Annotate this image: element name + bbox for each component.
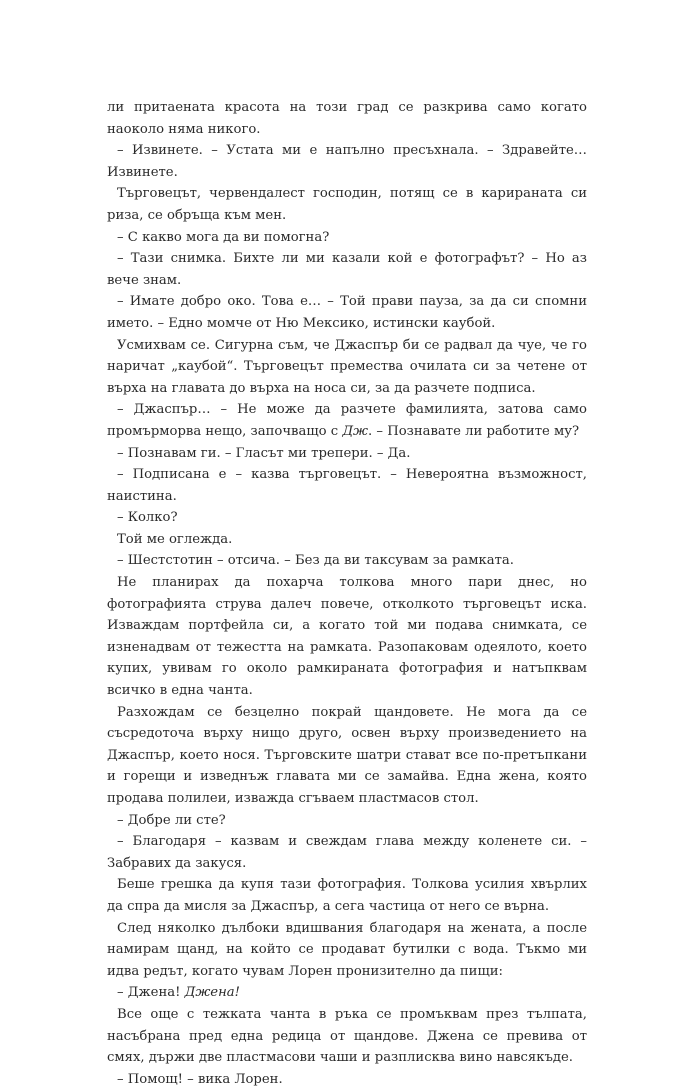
paragraph (107, 443, 587, 465)
italic-text-run: Джена! (184, 985, 240, 1001)
paragraph (107, 464, 587, 507)
paragraph (107, 702, 587, 810)
paragraph (107, 97, 587, 140)
text-run: – Благодаря – казвам и свеждам глава между коленете си. – Забравих да закуся. (107, 834, 587, 871)
text-run: – Колко? (117, 510, 178, 526)
paragraph (107, 982, 587, 1004)
text-run: Той ме оглежда. (117, 531, 233, 547)
text-run: – Имате добро око. Това е… – Той прави пауза, за да си спомни името. – Едно момче от Ню Мексико, истински каубой. (107, 294, 587, 331)
text-run: – Тази снимка. Бихте ли ми казали кой е фотографът? – Но аз вече знам. (107, 251, 587, 288)
paragraph (107, 183, 587, 226)
paragraph (107, 399, 587, 442)
paragraph (107, 918, 587, 983)
text-run: – Помощ! – вика Лорен. (117, 1071, 283, 1087)
text-run: Беше грешка да купя тази фотография. Толкова усилия хвърлих да спра да мисля за Джаспър, а сега частица от него се върна. (107, 877, 587, 914)
text-run: – Познавам ги. – Гласът ми трепери. – Да. (117, 445, 411, 461)
paragraph (107, 1069, 587, 1090)
text-run: Не планирах да похарча толкова много пари днес, но фотографията струва далеч повече, отколкото търговецът иска. Изваждам портфейла си, а когато той ми подава снимката, се изненадвам от тежестта на рамката. Разопаковам одеялото, което купих, увивам го около рамкираната фотография и натъпквам всичко в една чанта. (107, 575, 587, 699)
text-run: – Джаспър… – Не може да разчете фамилията, затова само промърморва нещо, започващо с (107, 402, 587, 439)
paragraph (107, 291, 587, 334)
text-run: – Добре ли сте? (117, 812, 226, 828)
paragraph (107, 140, 587, 183)
paragraph (107, 550, 587, 572)
text-run: ли притаената красота на този град се разкрива само когато наоколо няма никого. (107, 100, 587, 137)
text-run: Търговецът, червендалест господин, потящ се в карираната си риза, се обръща към мен. (107, 186, 587, 223)
body-text (107, 97, 587, 1090)
paragraph (107, 507, 587, 529)
paragraph (107, 248, 587, 291)
paragraph (107, 810, 587, 832)
paragraph (107, 874, 587, 917)
text-run: . – Познавате ли работите му? (368, 423, 580, 439)
text-run: – Извинете. – Устата ми е напълно пресъхнала. – Здравейте… Извинете. (107, 143, 587, 180)
text-run: Все още с тежката чанта в ръка се промъквам през тълпата, насъбрана пред една редица от щандове. Джена се превива от смях, държи две пластмасови чаши и разплисква вино навсякъде. (107, 1006, 587, 1066)
paragraph (107, 1004, 587, 1069)
paragraph (107, 572, 587, 702)
text-run: Разхождам се безцелно покрай щандовете. Не мога да се съсредоточа върху нищо друго, освен върху произведението на Джаспър, което нося. Търговските шатри стават все по-претъпкани и горещи и изведнъж главата ми се замайва. Една жена, която продава полилеи, изважда сгъваем пластмасов стол. (107, 704, 587, 806)
text-run: След няколко дълбоки вдишвания благодаря на жената, а после намирам щанд, на който се продават бутилки с вода. Тъкмо ми идва редът, когато чувам Лорен пронизително да пищи: (107, 920, 587, 979)
text-run: Усмихвам се. Сигурна съм, че Джаспър би се радвал да чуе, че го наричат „каубой“. Търговецът премества очилата си за четене от върха на главата до върха на носа си, за да разчете подписа. (107, 337, 587, 396)
text-run: – Джена! (117, 985, 185, 1001)
paragraph (107, 831, 587, 874)
paragraph (107, 529, 587, 551)
italic-text-run: Дж (342, 423, 369, 439)
text-run: – С какво мога да ви помогна? (117, 229, 330, 245)
paragraph (107, 227, 587, 249)
text-run: – Подписана е – казва търговецът. – Невероятна възможност, наистина. (107, 467, 587, 504)
text-run: – Шестстотин – отсича. – Без да ви таксувам за рамката. (117, 553, 514, 569)
paragraph (107, 335, 587, 400)
